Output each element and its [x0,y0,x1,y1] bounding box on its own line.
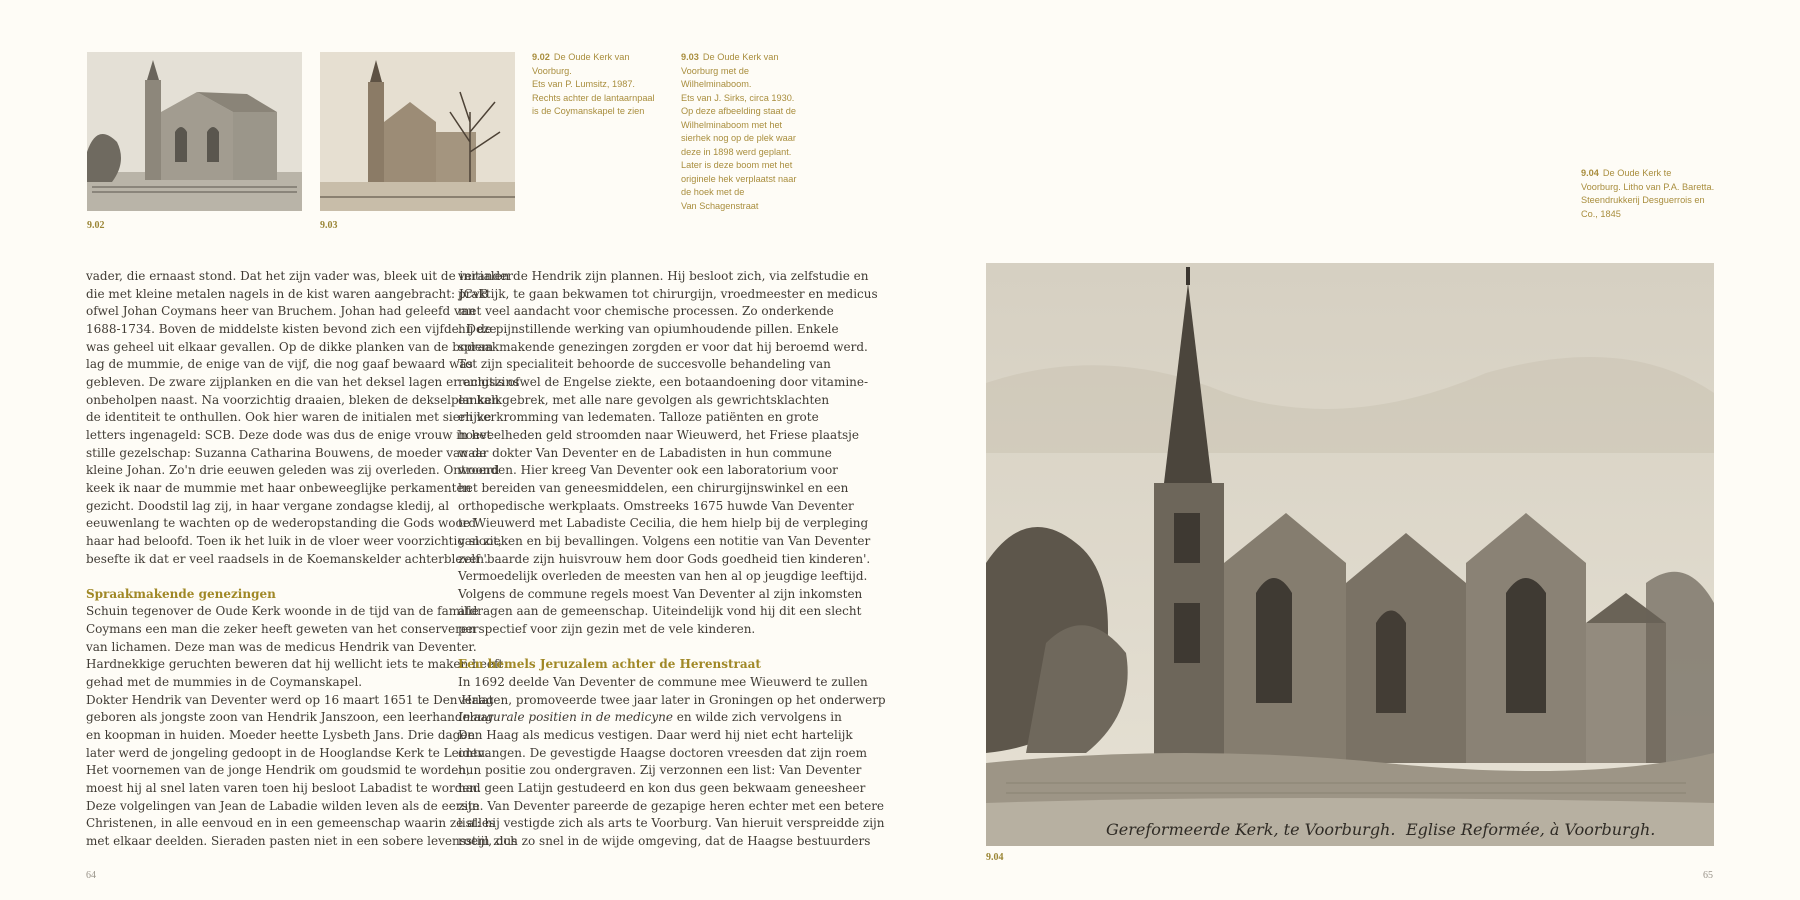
text-line: ofwel Johan Coymans heer van Bruchem. Johan had geleefd van [86,304,476,319]
text-line: onbeholpen naast. Na voorzichtig draaien, bleken de dekselplanken [86,392,500,407]
text-line: gezicht. Doodstil lag zij, in haar vergane zondagse kledij, al [86,498,450,513]
section-heading: Een hemels Jeruzalem achter de Herenstraat [458,657,761,672]
caption-line: Ets van J. Sirks, circa 1930. [681,92,795,103]
text-line: van zieken en bij bevallingen. Volgens een notitie van Van Deventer [458,533,871,548]
text-line: ontvangen. De gevestigde Haagse doctoren vreesden dat zijn roem [458,745,868,760]
caption-line: de hoek met de [681,187,745,197]
text-line: lag de mummie, de enige van de vijf, die nog gaaf bewaard was [86,357,473,372]
text-line: waar dokter Van Deventer en de Labadisten in hun commune [458,445,832,460]
text-line: van lichamen. Deze man was de medicus Hendrik van Deventer. [86,639,477,654]
text-column-right [458,268,886,851]
text-line: verlaten, promoveerde twee jaar later in Groningen op het onderwerp [458,692,886,707]
figure-9-03-label: 9.03 [320,220,338,231]
text-line: perspectief voor zijn gezin met de vele kinderen. [458,622,756,637]
caption-number: 9.02 [532,52,550,62]
text-line: kleine Johan. Zo'n drie eeuwen geleden was zij overleden. Ontroerd [86,463,500,478]
text-line: gehad met de mummies in de Coymanskapel. [86,675,363,690]
caption-line: deze in 1898 werd geplant. [681,146,792,157]
text-line: en kalkgebrek, met alle nare gevolgen als gewrichtsklachten [458,392,830,407]
text-line: praktijk, te gaan bekwamen tot chirurgijn, vroedmeester en medicus [458,286,878,301]
text-line: Volgens de commune regels moest Van Deventer al zijn inkomsten [458,586,863,601]
text-line [458,709,842,727]
caption-line: is de Coymanskapel te zien [532,106,645,116]
church-etching-icon [87,52,302,211]
caption-number: 9.03 [681,52,699,62]
text-line: hun positie zou ondergraven. Zij verzonnen een list: Van Deventer [458,763,862,778]
text-line: haar had beloofd. Toen ik het luik in de vloer weer voorzichtig sloot, [86,533,502,548]
section-heading: Spraakmakende genezingen [86,586,276,601]
italic-title: Inaugurale positien in de medicyne [458,710,673,725]
text-line: hoeveelheden geld stroomden naar Wieuwerd, het Friese plaatsje [458,427,859,442]
text-line: stille gezelschap: Suzanna Catharina Bouwens, de moeder van de [86,445,487,460]
text-line: zijn. Van Deventer pareerde de gezapige heren echter met een betere [458,798,885,813]
caption-line: Rechts achter de lantaarnpaal [532,92,655,103]
caption-line: Voorburg met de [681,65,749,76]
caption-line: Ets van P. Lumsitz, 1987. [532,79,635,89]
caption-line: Wilhelminaboom met het [681,119,783,130]
church-tree-etching-icon [320,52,515,211]
text-line: list: hij vestigde zich als arts te Voorburg. Van hieruit verspreidde zijn [458,816,885,831]
text-line: letters ingenageld: SCB. Deze dode was dus de enige vrouw in het [86,427,492,442]
text-line: spraakmakende genezingen zorgden er voor dat hij beroemd werd. [458,339,868,354]
text-line: In 1692 deelde Van Deventer de commune mee Wieuwerd te zullen [458,675,868,690]
caption-line: De Oude Kerk te [1602,168,1672,178]
caption-line: originele hek verplaatst naar [681,173,797,184]
figure-9-03-image [320,52,515,211]
caption-line: Van Schagenstraat [681,200,759,211]
text-line: eeuwenlang te wachten op de wederopstanding die Gods woord [86,516,477,531]
text-line: roem zich zo snel in de wijde omgeving, dat de Haagse bestuurders [458,833,871,848]
text-line: afdragen aan de gemeenschap. Uiteindelijk vond hij dit een slecht [458,604,862,619]
figure-9-02-image [87,52,302,211]
paragraph [458,268,878,639]
text-line: Tot zijn specialiteit behoorde de succesvolle behandeling van [458,357,831,372]
text-line: Het voornemen van de jonge Hendrik om goudsmid te worden, [86,763,470,778]
text-line: Christenen, in alle eenvoud en in een gemeenschap waarin ze alles [86,816,496,831]
text-line: rachitis ofwel de Engelse ziekte, een botaandoening door vitamine- [458,374,869,389]
caption-line: Voorburg. [532,65,572,76]
paragraph [458,674,886,851]
text-line: later werd de jongeling gedoopt in de Hooglandse Kerk te Leiden. [86,745,489,760]
caption-line: Op deze afbeelding staat de [681,106,796,116]
text-line: woonden. Hier kreeg Van Deventer ook een laboratorium voor [458,463,838,478]
text-line: Hardnekkige geruchten beweren dat hij wellicht iets te maken heeft [86,657,504,672]
caption-line: Steendrukkerij Desguerrois en [1581,195,1705,205]
page-number-right: 65 [1703,870,1713,881]
text-line: die met kleine metalen nagels in de kist waren aangebracht: JCvB [86,286,489,301]
text-line: veranderde Hendrik zijn plannen. Hij besloot zich, via zelfstudie en [458,269,869,283]
text-line: geboren als jongste zoon van Hendrik Janszoon, een leerhandelaar [86,710,494,725]
text-line: Dokter Hendrik van Deventer werd op 16 maart 1651 te Den Haag [86,692,494,707]
figure-9-04-image [986,263,1714,846]
text-line: te Wieuwerd met Labadiste Cecilia, die hem hielp bij de verpleging [458,516,869,531]
church-lithograph-icon [986,263,1714,846]
text-line: met elkaar deelden. Sieraden pasten niet in een sobere levensstijl, dus [86,833,518,848]
figure-9-04-caption [1581,167,1751,221]
caption-line: De Oude Kerk van [553,52,630,62]
text-line: het bereiden van geneesmiddelen, een chirurgijnswinkel en een [458,480,849,495]
text-fragment: en wilde zich vervolgens in [672,710,842,725]
engraving-title-right: Eglise Reformée, à Voorburgh. [1406,820,1656,839]
text-line: Deze volgelingen van Jean de Labadie wilden leven als de eerste [86,798,480,813]
text-line: was geheel uit elkaar gevallen. Op de dikke planken van de bodem [86,339,494,354]
text-line: Vermoedelijk overleden de meesten van hen al op jeugdige leeftijd. [458,569,868,584]
text-line: Schuin tegenover de Oude Kerk woonde in de tijd van de familie [86,604,479,619]
paragraph [86,603,518,850]
page-number-left: 64 [86,870,96,881]
text-line: de identiteit te onthullen. Ook hier waren de initialen met sierlijke [86,410,492,425]
caption-line: De Oude Kerk van [702,52,779,62]
caption-line: Co., 1845 [1581,208,1621,219]
figure-9-02-caption [532,51,672,119]
caption-line: Voorburg. Litho van P.A. Baretta. [1581,181,1715,192]
caption-number: 9.04 [1581,168,1599,178]
text-line: keek ik naar de mummie met haar onbeweeglijke perkamenten [86,480,472,495]
text-column-left [86,268,520,851]
figure-9-02-label: 9.02 [87,220,105,231]
caption-line: sierhek nog op de plek waar [681,133,796,143]
caption-line: Later is deze boom met het [681,160,793,170]
text-line: besefte ik dat er veel raadsels in de Koemanskelder achterbleven. [86,551,488,566]
text-line: orthopedische werkplaats. Omstreeks 1675 huwde Van Deventer [458,498,854,513]
text-line: zelf 'baarde zijn huisvrouw hem door Gods goedheid tien kinderen'. [458,551,871,566]
text-line: Den Haag als medicus vestigen. Daar werd hij niet echt hartelijk [458,728,853,743]
paragraph [86,268,520,568]
text-line: en verkromming van ledematen. Talloze patiënten en grote [458,410,819,425]
text-line: en koopman in huiden. Moeder heette Lysbeth Jans. Drie dagen [86,728,476,743]
figure-9-04-label: 9.04 [986,852,1004,863]
text-line: hij de pijnstillende werking van opiumhoudende pillen. Enkele [458,321,839,336]
figure-9-03-caption [681,51,821,213]
engraving-title-left: Gereformeerde Kerk, te Voorburgh. [1106,820,1396,839]
text-line: Coymans een man die zeker heeft geweten van het conserveren [86,622,476,637]
text-line: vader, die ernaast stond. Dat het zijn vader was, bleek uit de initialen [86,269,510,283]
text-line: met veel aandacht voor chemische processen. Zo onderkende [458,304,834,319]
text-line: had geen Latijn gestudeerd en kon dus geen bekwaam geneesheer [458,781,866,796]
text-line: gebleven. De zware zijplanken en die van het deksel lagen er enigszins [86,374,520,389]
text-line: 1688-1734. Boven de middelste kisten bevond zich een vijfde. Deze [86,321,497,336]
text-line: moest hij al snel laten varen toen hij besloot Labadist te worden. [86,781,482,796]
caption-line: Wilhelminaboom. [681,79,752,89]
